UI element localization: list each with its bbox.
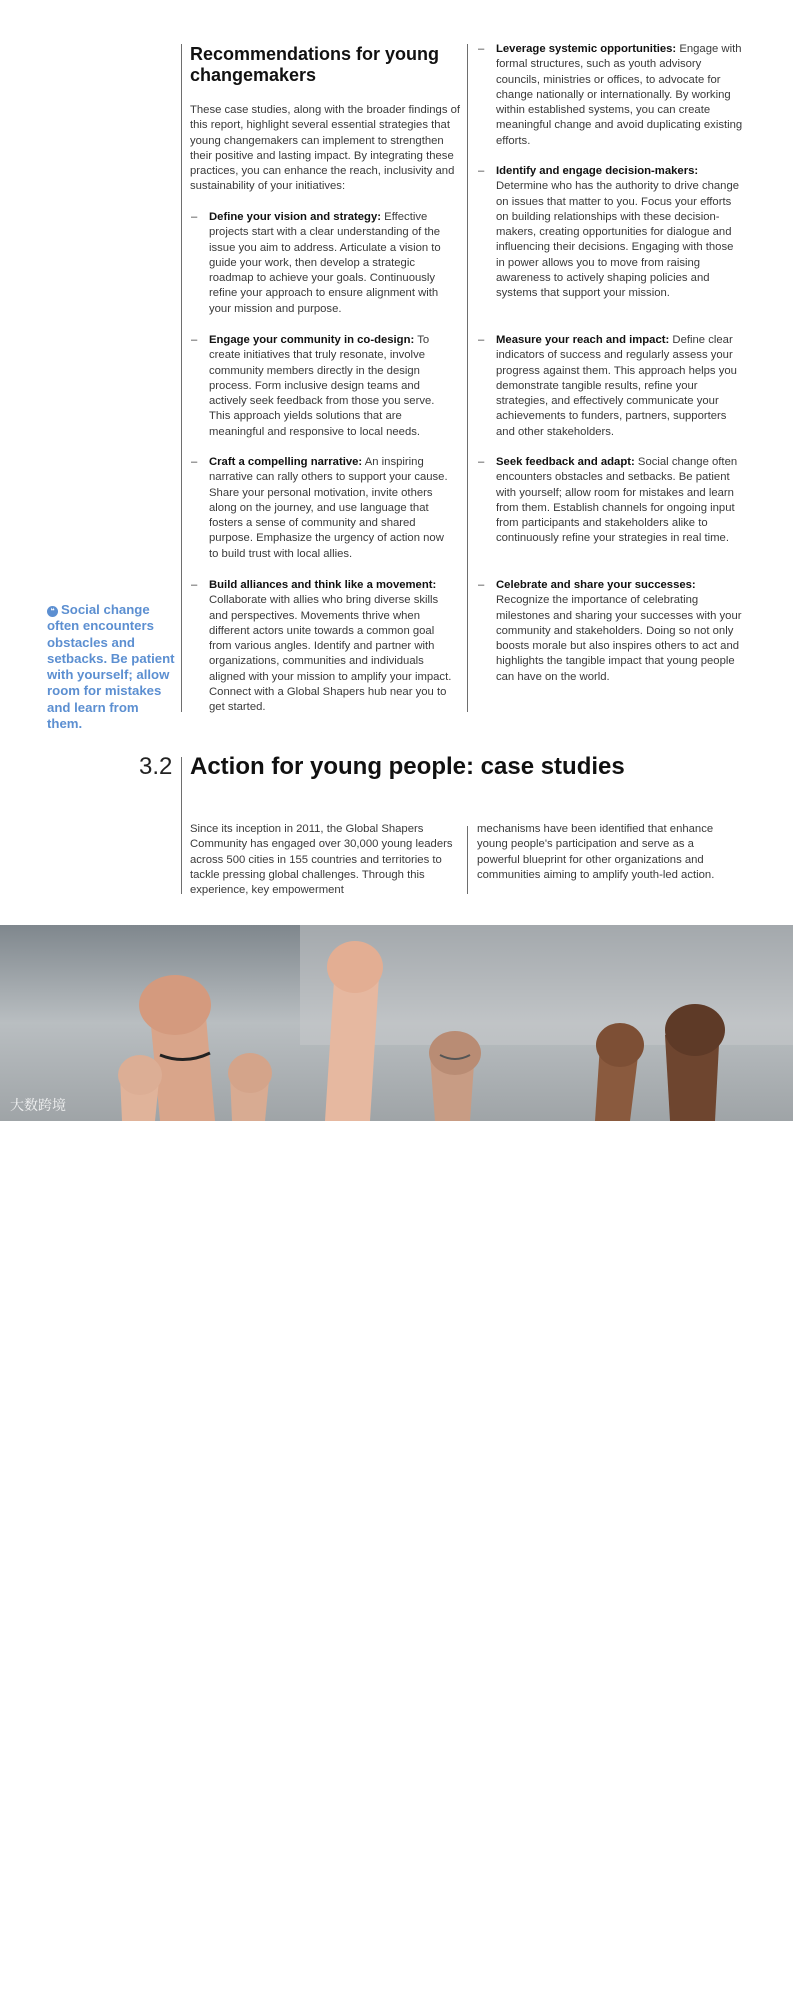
item-title: Identify and engage decision-makers:: [496, 165, 699, 177]
footer-report-title: Global Shapers Impact Report: [590, 2001, 718, 2012]
item-text: Define clear indicators of success and regularly assess your progress against them. This approach helps you demonstrate tangible results, refine your strategies, and effectively communicate your achievements to funders, partners, supporters and other stakeholders.: [496, 334, 737, 438]
section-number: 3.2: [139, 753, 173, 780]
item-text: Engage with formal structures, such as youth advisory councils, ministries or offices, to advocate for change nationally or internationally. By working within established systems, you can create meaningful change and avoid duplicating existing efforts.: [496, 43, 743, 147]
item-title: Measure your reach and impact:: [496, 334, 670, 346]
item-title: Seek feedback and adapt:: [496, 456, 635, 468]
item-text: Recognize the importance of celebrating milestones and sharing your successes with your community and stakeholders. Doing so not only boosts morale but also inspires others to act and highlights the tangible impact that young people can have on the world.: [496, 594, 742, 683]
item-title: Define your vision and strategy:: [209, 211, 382, 223]
dash-bullet: –: [478, 456, 485, 468]
recommendations-heading: Recommendations for young changemakers: [190, 44, 440, 85]
recommendation-item: [478, 164, 744, 302]
item-title: Celebrate and share your successes:: [496, 579, 696, 591]
recommendation-item: [478, 578, 744, 685]
item-text: Collaborate with allies who bring diverse skills and perspectives. Movements thrive when different actors unite towards a common goal from various angles. Identify and partner with organizations, communities and individuals aligned with your mission to amplify your impact. Connect with a Global Shapers hub near you to get started.: [209, 594, 452, 714]
recommendation-item: [191, 210, 455, 317]
section-column-rule: [467, 826, 468, 894]
pull-quote: [47, 602, 177, 732]
item-text: An inspiring narrative can rally others to support your cause. Share your personal motivation, invite others along on the journey, and use language that fosters a sense of community and shared purpose. Emphasize the urgency of action now to build trust with local allies.: [209, 456, 448, 560]
item-title: Craft a compelling narrative:: [209, 456, 363, 468]
item-text: Social change often encounters obstacles and setbacks. Be patient with yourself; allow room for mistakes and learn from them. Establish channels for ongoing input from participants and stakeholders alike to continuously refine your strategies in real time.: [496, 456, 738, 545]
section-column-2: mechanisms have been identified that enhance young people's participation and serve as a powerful blueprint for other organizations and communities aiming to amplify youth-led action.: [477, 823, 715, 881]
recommendation-item: [478, 333, 744, 440]
recommendation-item: [478, 455, 744, 547]
item-text: To create initiatives that truly resonate, involve community members directly in the design process. Form inclusive design teams and actively seek feedback from those you serve. This approach yields solutions that are meaningful and responsive to local needs.: [209, 334, 435, 438]
dash-bullet: –: [191, 334, 198, 346]
recommendation-item: [191, 578, 455, 716]
dash-bullet: –: [478, 579, 485, 591]
section-rule: [181, 757, 182, 894]
item-text: Effective projects start with a clear understanding of the issue you aim to address. Articulate a vision to guide your work, then develop a strategic roadmap to achieve your goals. Continuously refine your approach to ensure alignment with your mission and purpose.: [209, 211, 441, 315]
dash-bullet: –: [191, 456, 198, 468]
column-rule-right: [467, 44, 468, 712]
recommendation-item: [191, 333, 455, 440]
dash-bullet: –: [478, 334, 485, 346]
footer-page-number: 27: [735, 2001, 746, 2012]
section-title: Action for young people: case studies: [190, 753, 625, 780]
photo-illustration: [0, 925, 793, 1121]
item-title: Leverage systemic opportunities:: [496, 43, 677, 55]
watermark-text: 大数跨境: [10, 1097, 66, 1113]
item-title: Build alliances and think like a movement:: [209, 579, 437, 591]
watermark: [10, 1095, 66, 1115]
quote-icon: ❝: [47, 606, 58, 617]
column-rule-left: [181, 44, 182, 712]
recommendation-item: [191, 455, 455, 562]
dash-bullet: –: [478, 165, 485, 177]
item-text: Determine who has the authority to drive change on issues that matter to you. Focus your efforts on building relationships with these decision-makers, creating opportunities for dialogue and influencing their decisions. Engaging with those in power allows you to move from raising awareness to actively shaping policies and systems that support your mission.: [496, 180, 740, 300]
dash-bullet: –: [478, 43, 485, 55]
dash-bullet: –: [191, 579, 198, 591]
recommendation-item: [478, 42, 744, 149]
raised-fists-photo: [0, 925, 793, 2012]
item-title: Engage your community in co-design:: [209, 334, 415, 346]
intro-paragraph: These case studies, along with the broader findings of this report, highlight several essential strategies that young changemakers can implement to strengthen their positive and lasting impact. By integrating these practices, you can enhance the reach, inclusivity and sustainability of your initiatives:: [190, 104, 461, 193]
dash-bullet: –: [191, 211, 198, 223]
pull-quote-text: Social change often encounters obstacles and setbacks. Be patient with yourself; allow room for mistakes and learn from them.: [47, 602, 175, 732]
section-column-1: Since its inception in 2011, the Global Shapers Community has engaged over 30,000 young leaders across 500 cities in 155 countries and territories to tackle pressing global challenges. Through this experience, key empowerment: [190, 823, 453, 897]
